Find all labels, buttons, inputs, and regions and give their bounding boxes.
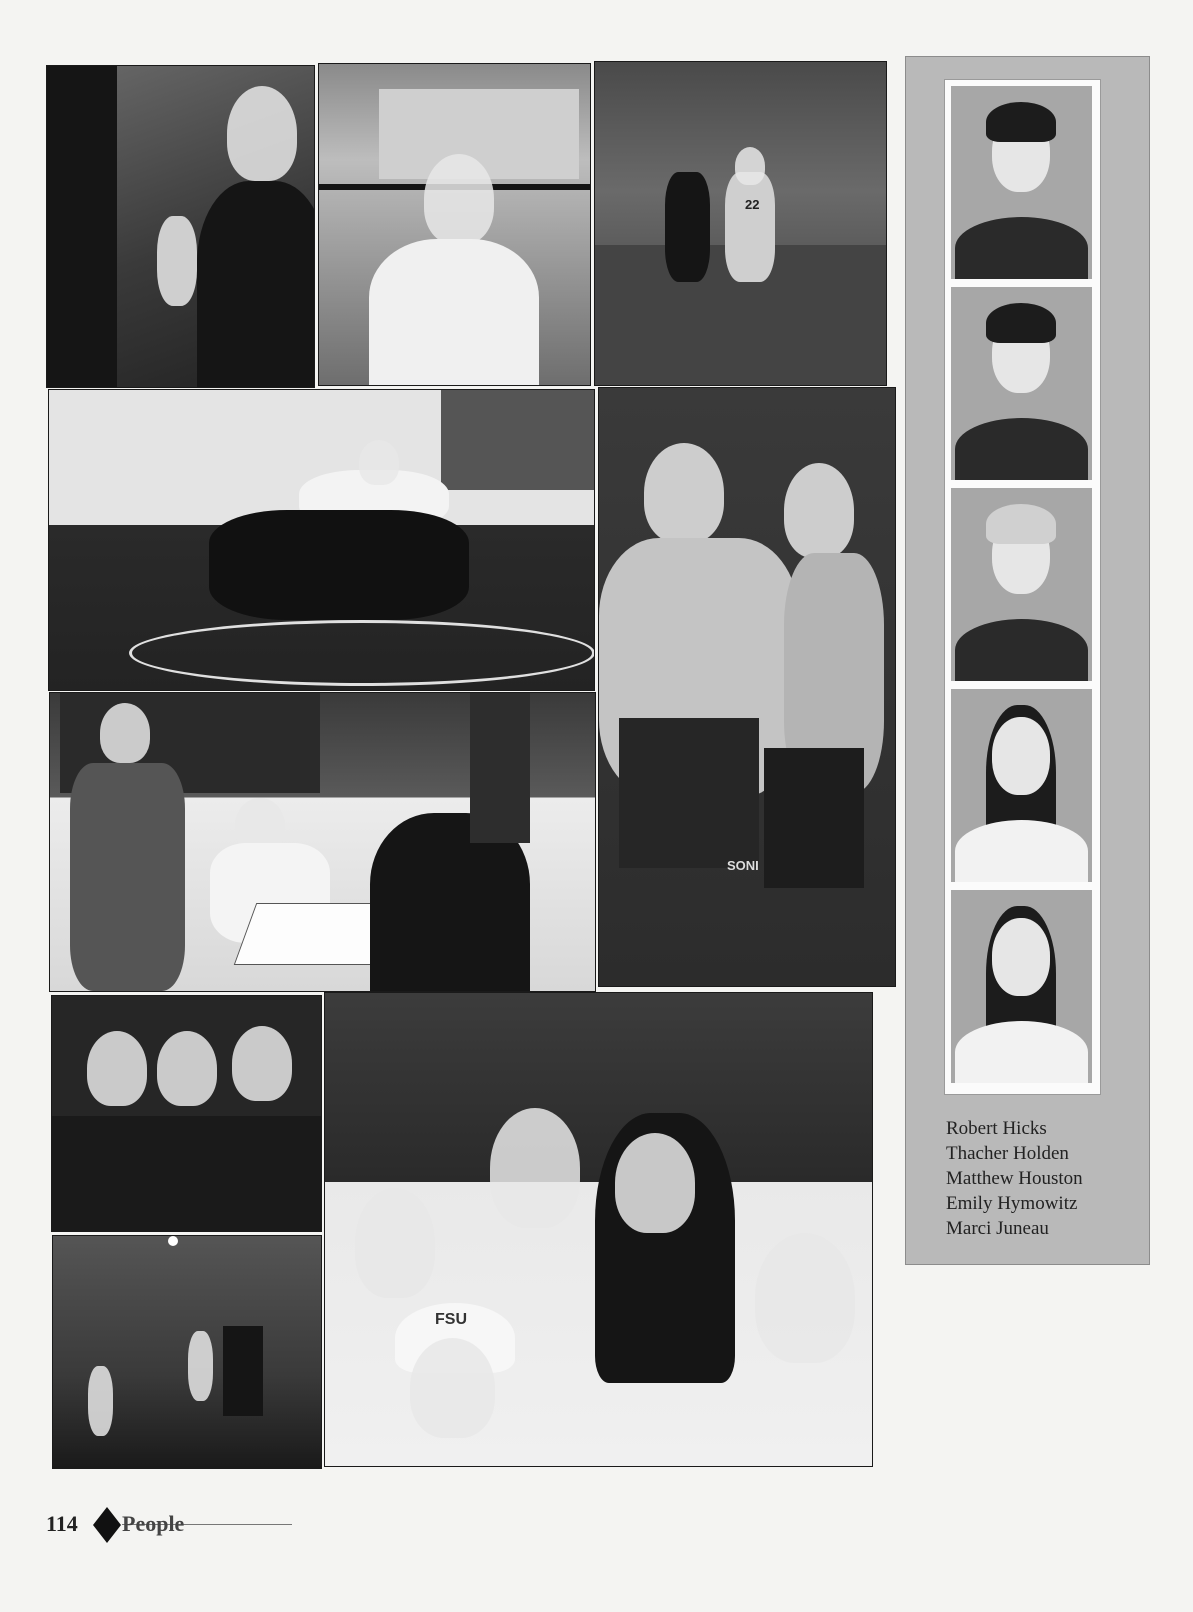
photo-girl-outdoors — [318, 63, 591, 386]
cap-logo-text: FSU — [435, 1311, 467, 1328]
portrait-photo — [951, 890, 1092, 1083]
page-footer — [46, 1503, 266, 1543]
page-number: 114 — [46, 1511, 78, 1536]
student-name: Marci Juneau — [946, 1218, 1049, 1239]
portrait-strip — [944, 79, 1101, 1095]
student-name: Matthew Houston — [946, 1168, 1083, 1189]
photo-two-boys-tie-dye — [598, 387, 896, 987]
photo-chess-club — [49, 692, 596, 992]
photo-girl-with-flowers — [46, 65, 315, 388]
portrait-photo — [951, 488, 1092, 681]
student-name: Robert Hicks — [946, 1118, 1047, 1139]
photo-volleyball-gym — [52, 1235, 322, 1469]
portrait-photo — [951, 287, 1092, 480]
photo-group-friends — [324, 992, 873, 1467]
photo-three-girls — [51, 995, 322, 1232]
portrait-photo — [951, 86, 1092, 279]
diamond-icon — [93, 1507, 121, 1543]
portrait-panel — [905, 56, 1150, 1265]
photo-basketball-game — [594, 61, 887, 386]
portrait-name-list — [946, 1116, 1083, 1241]
section-title: People — [122, 1511, 185, 1536]
student-name: Emily Hymowitz — [946, 1193, 1078, 1214]
portrait-photo — [951, 689, 1092, 882]
photo-wrestling-mat — [48, 389, 595, 691]
jersey-number: 22 — [745, 197, 760, 212]
shorts-logo-text: SONI — [727, 858, 759, 873]
student-name: Thacher Holden — [946, 1143, 1069, 1164]
